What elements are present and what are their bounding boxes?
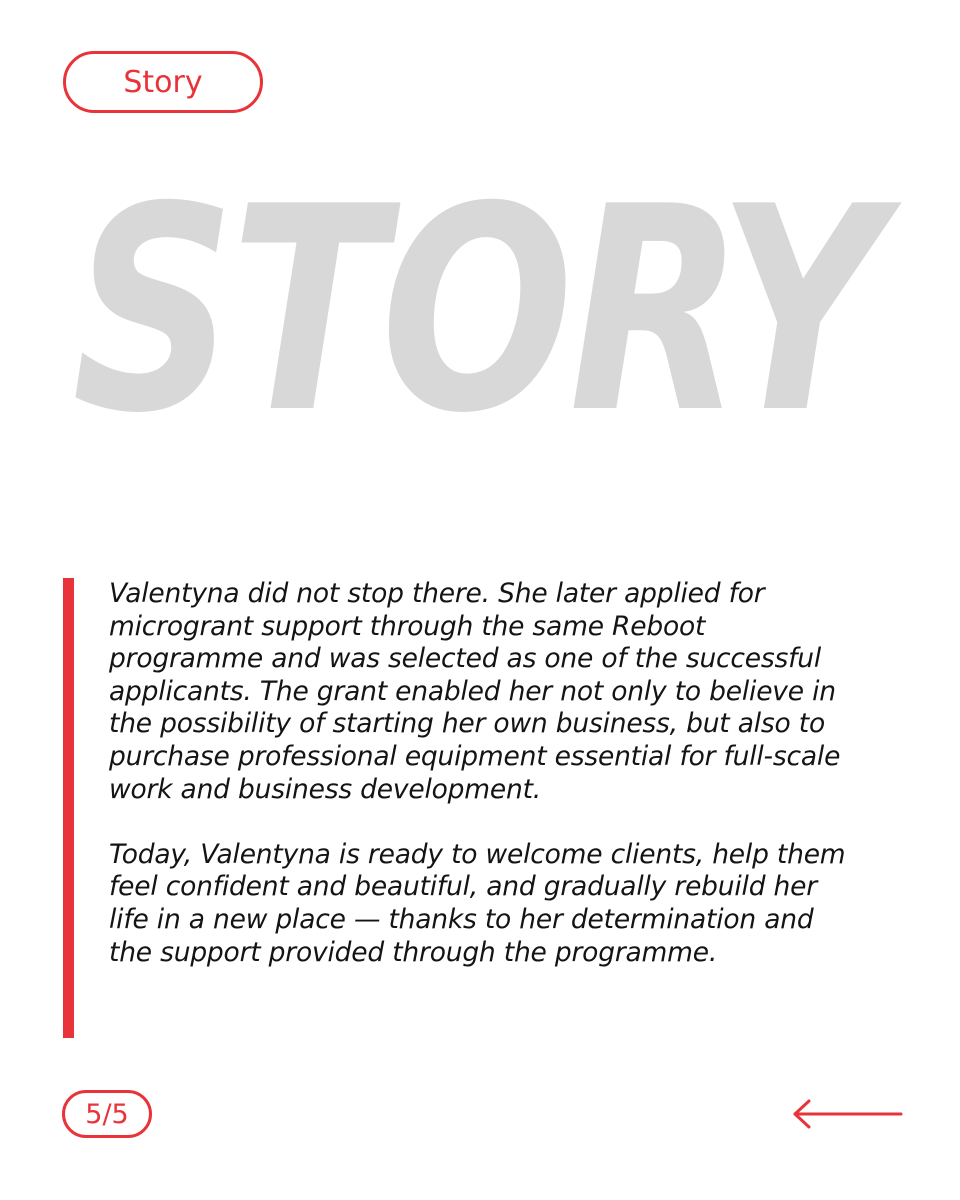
section-tag-label: Story [123, 64, 203, 100]
previous-slide-button[interactable] [791, 1097, 905, 1131]
section-tag [63, 51, 263, 113]
page-indicator-label: 5/5 [85, 1098, 129, 1130]
arrow-left-icon [791, 1097, 905, 1131]
story-body [109, 578, 849, 969]
quote-accent-bar [63, 578, 74, 1038]
story-paragraph: Valentyna did not stop there. She later applied for microgrant support through the same Reboot programme and was selected as one of the successful applicants. The grant enabled her not only to believe in the possibility of starting her own business, but also to purchase professional equipment essential for full-scale work and business development. [109, 578, 841, 805]
page-indicator [62, 1090, 152, 1138]
story-paragraph: Today, Valentyna is ready to welcome clients, help them feel confident and beautiful, and gradually rebuild her life in a new place — thanks to her determination and the support provided through the programme. [109, 838, 846, 968]
background-watermark-title: STORY [72, 146, 878, 475]
